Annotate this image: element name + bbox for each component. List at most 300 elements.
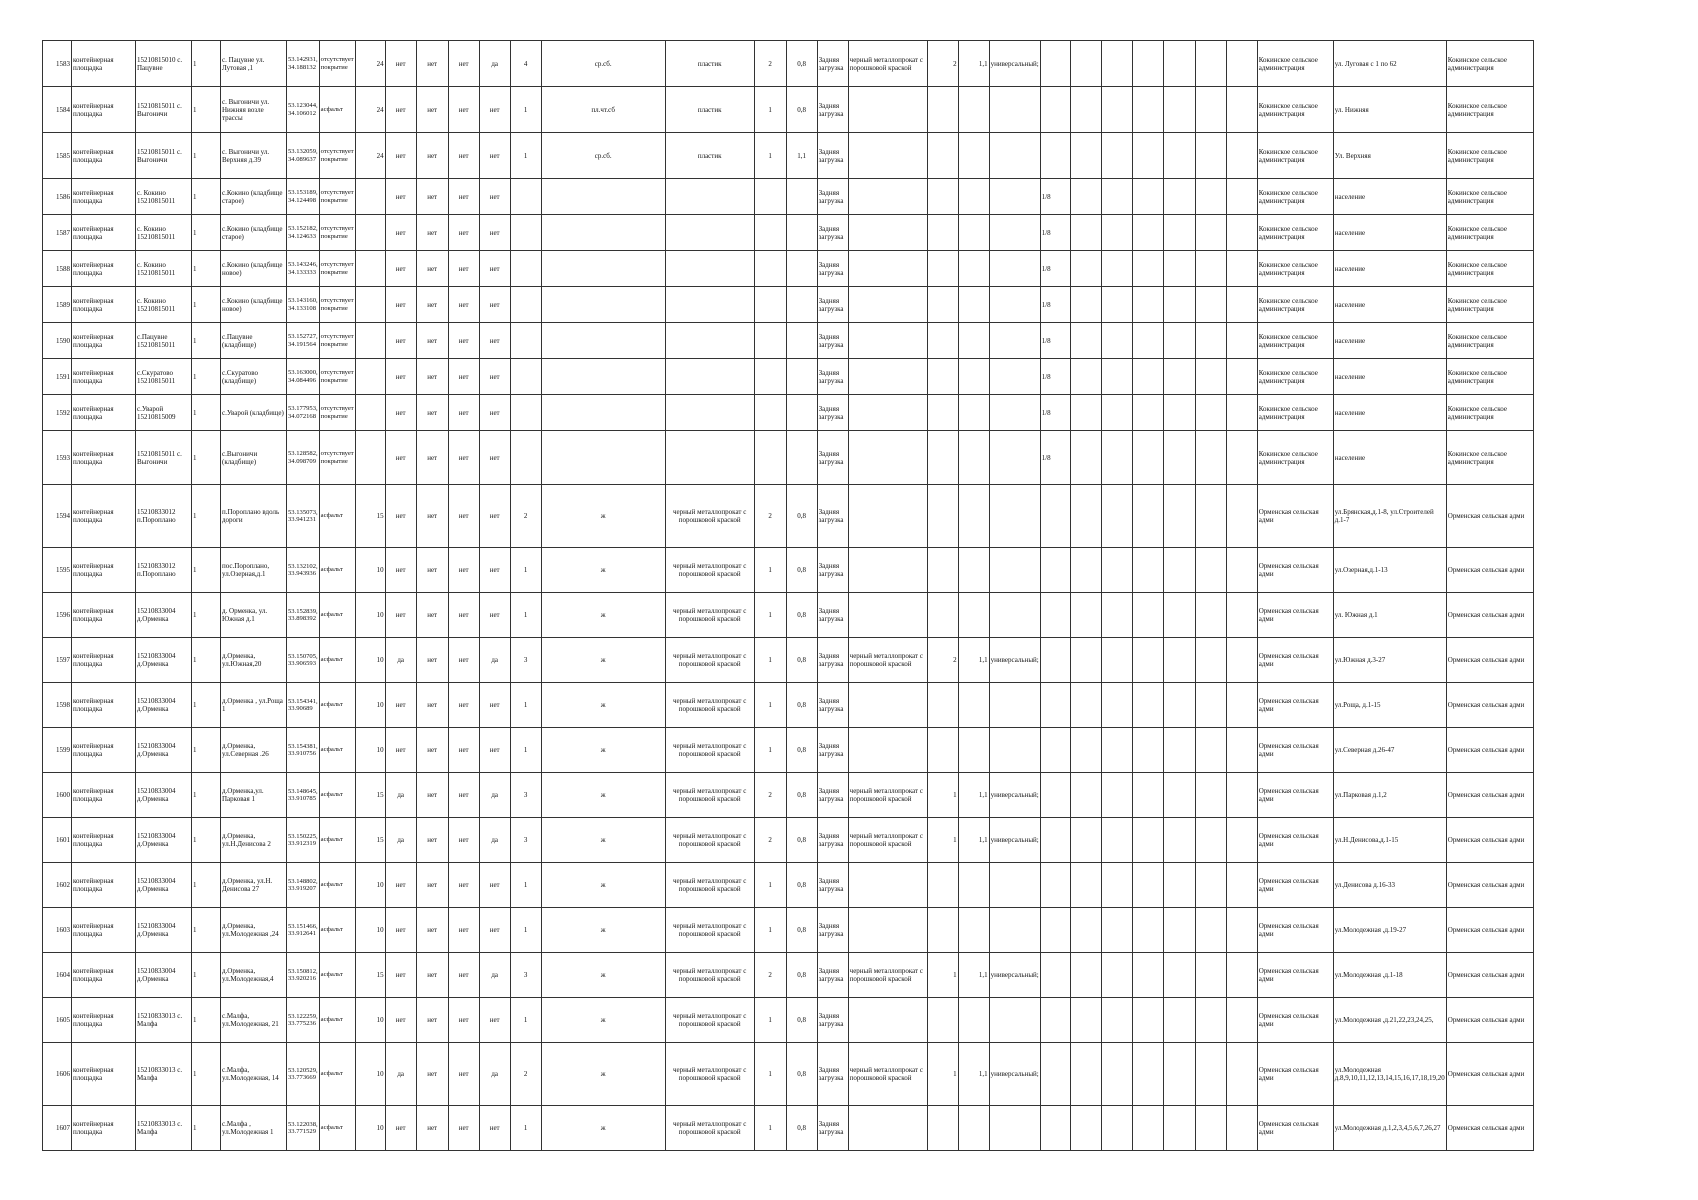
cell-empty: [1070, 953, 1101, 998]
cell-f1: нет: [385, 485, 416, 548]
cell-f2: нет: [416, 638, 448, 683]
cell-type: контейнерная площадка: [72, 908, 136, 953]
cell-empty: [1226, 1043, 1257, 1106]
cell-f1: нет: [385, 1106, 416, 1151]
cell-empty: [1070, 133, 1101, 179]
cell-f1: нет: [385, 593, 416, 638]
cell-empty: [1163, 863, 1195, 908]
cell-bt: [989, 1106, 1040, 1151]
cell-q: 1: [192, 431, 221, 485]
cell-surf: асфальт: [319, 548, 355, 593]
cell-ig: [1040, 1106, 1070, 1151]
cell-f2: нет: [416, 215, 448, 251]
cell-f2: нет: [416, 287, 448, 323]
cell-n: 1593: [43, 431, 72, 485]
cell-n2: 1: [754, 638, 786, 683]
cell-type: контейнерная площадка: [72, 773, 136, 818]
cell-mat2: черный металлопрокат с порошковой краской: [665, 953, 754, 998]
cell-type: контейнерная площадка: [72, 683, 136, 728]
cell-cnt: [510, 431, 541, 485]
cell-empty: [1101, 287, 1132, 323]
cell-src: ул.Роща, д.1-15: [1333, 683, 1446, 728]
cell-mat1: [541, 215, 665, 251]
cell-area: [355, 215, 385, 251]
cell-n2: 1: [754, 728, 786, 773]
cell-mat1: ж: [541, 548, 665, 593]
cell-bv: [958, 1106, 989, 1151]
cell-vol: 0,8: [786, 953, 817, 998]
cell-own: Орменская сельская адми: [1446, 863, 1533, 908]
cell-type: контейнерная площадка: [72, 638, 136, 683]
cell-gps: 53.152182, 34.124633: [287, 215, 320, 251]
cell-adm: Орменская сельская адми: [1257, 908, 1333, 953]
cell-surf: асфальт: [319, 998, 355, 1043]
cell-mat2: черный металлопрокат с порошковой краской: [665, 593, 754, 638]
cell-cnt: 3: [510, 953, 541, 998]
cell-n2: 1: [754, 548, 786, 593]
cell-empty: [1195, 179, 1226, 215]
cell-surf: отсутствует покрытие: [319, 359, 355, 395]
cell-empty: [1195, 215, 1226, 251]
cell-mat1: ж: [541, 728, 665, 773]
cell-n2: [754, 431, 786, 485]
cell-f3: нет: [448, 485, 479, 548]
cell-f4: нет: [479, 998, 510, 1043]
cell-area: 24: [355, 87, 385, 133]
cell-z: Задняя загрузка: [817, 1106, 848, 1151]
cell-empty: [1070, 998, 1101, 1043]
cell-empty: [1163, 87, 1195, 133]
cell-z: Задняя загрузка: [817, 1043, 848, 1106]
cell-empty: [1195, 287, 1226, 323]
cell-empty: [1226, 431, 1257, 485]
cell-empty: [1226, 485, 1257, 548]
cell-n: 1588: [43, 251, 72, 287]
cell-gps: 53.163000, 34.084496: [287, 359, 320, 395]
cell-empty: [1132, 683, 1163, 728]
cell-f4: нет: [479, 431, 510, 485]
cell-mat2: черный металлопрокат с порошковой краской: [665, 728, 754, 773]
cell-f1: нет: [385, 863, 416, 908]
cell-bn: 2: [927, 638, 958, 683]
cell-f3: нет: [448, 638, 479, 683]
cell-gps: 53.143160, 34.133108: [287, 287, 320, 323]
cell-bmat: [848, 548, 927, 593]
cell-ig: [1040, 638, 1070, 683]
cell-ig: [1040, 953, 1070, 998]
cell-q: 1: [192, 395, 221, 431]
cell-area: 10: [355, 998, 385, 1043]
cell-empty: [1132, 773, 1163, 818]
cell-n2: 2: [754, 773, 786, 818]
cell-empty: [1163, 431, 1195, 485]
cell-f2: нет: [416, 1106, 448, 1151]
cell-f3: нет: [448, 863, 479, 908]
cell-q: 1: [192, 863, 221, 908]
cell-empty: [1226, 818, 1257, 863]
table-row: [43, 133, 1534, 179]
cell-type: контейнерная площадка: [72, 863, 136, 908]
cell-src: население: [1333, 287, 1446, 323]
cell-mat1: ж: [541, 1106, 665, 1151]
cell-mat2: пластик: [665, 133, 754, 179]
cell-code: с. Кокино 15210815011: [136, 251, 192, 287]
cell-empty: [1226, 773, 1257, 818]
cell-src: население: [1333, 395, 1446, 431]
cell-bv: [958, 908, 989, 953]
cell-src: ул.Денисова д.16-33: [1333, 863, 1446, 908]
cell-mat2: пластик: [665, 87, 754, 133]
cell-f1: да: [385, 773, 416, 818]
table-row: [43, 683, 1534, 728]
cell-empty: [1195, 953, 1226, 998]
cell-ig: [1040, 998, 1070, 1043]
cell-n: 1605: [43, 998, 72, 1043]
cell-adm: Орменская сельская адми: [1257, 548, 1333, 593]
cell-bn: [927, 215, 958, 251]
cell-surf: отсутствует покрытие: [319, 133, 355, 179]
cell-empty: [1195, 359, 1226, 395]
cell-empty: [1195, 773, 1226, 818]
cell-empty: [1163, 773, 1195, 818]
cell-vol: 0,8: [786, 908, 817, 953]
cell-area: 15: [355, 485, 385, 548]
cell-mat1: пл.чт.сб: [541, 87, 665, 133]
cell-adm: Кокинское сельское администрация: [1257, 133, 1333, 179]
cell-empty: [1195, 908, 1226, 953]
cell-ig: [1040, 908, 1070, 953]
cell-bv: [958, 215, 989, 251]
cell-f1: нет: [385, 251, 416, 287]
cell-mat1: ж: [541, 593, 665, 638]
cell-ig: 1/8: [1040, 287, 1070, 323]
cell-vol: [786, 179, 817, 215]
cell-code: 15210833004 д.Орменка: [136, 683, 192, 728]
cell-bt: [989, 87, 1040, 133]
cell-mat1: [541, 179, 665, 215]
cell-type: контейнерная площадка: [72, 998, 136, 1043]
cell-gps: 53.152727, 34.191564: [287, 323, 320, 359]
cell-src: ул.Молодежная д.1,2,3,4,5,6,7,26,27: [1333, 1106, 1446, 1151]
cell-bn: [927, 998, 958, 1043]
cell-f4: нет: [479, 683, 510, 728]
cell-bmat: [848, 87, 927, 133]
cell-adm: Кокинское сельское администрация: [1257, 251, 1333, 287]
cell-q: 1: [192, 818, 221, 863]
cell-adm: Орменская сельская адми: [1257, 953, 1333, 998]
cell-empty: [1226, 548, 1257, 593]
cell-bt: [989, 431, 1040, 485]
cell-empty: [1070, 359, 1101, 395]
cell-n2: 1: [754, 133, 786, 179]
cell-code: 15210833013 с. Малфа: [136, 1106, 192, 1151]
cell-mat2: пластик: [665, 41, 754, 87]
cell-bmat: черный металлопрокат с порошковой краской: [848, 41, 927, 87]
cell-f1: нет: [385, 548, 416, 593]
cell-f3: нет: [448, 908, 479, 953]
cell-f4: нет: [479, 215, 510, 251]
cell-empty: [1226, 998, 1257, 1043]
cell-mat2: черный металлопрокат с порошковой краской: [665, 485, 754, 548]
cell-bn: [927, 683, 958, 728]
cell-ig: [1040, 133, 1070, 179]
cell-q: 1: [192, 1043, 221, 1106]
cell-cnt: 1: [510, 863, 541, 908]
cell-empty: [1101, 359, 1132, 395]
cell-bmat: [848, 998, 927, 1043]
cell-q: 1: [192, 323, 221, 359]
cell-surf: отсутствует покрытие: [319, 215, 355, 251]
cell-bv: [958, 133, 989, 179]
cell-bmat: [848, 485, 927, 548]
cell-area: 15: [355, 818, 385, 863]
cell-bn: [927, 593, 958, 638]
cell-empty: [1070, 818, 1101, 863]
cell-q: 1: [192, 773, 221, 818]
table-row: [43, 179, 1534, 215]
table-row: [43, 359, 1534, 395]
cell-surf: асфальт: [319, 593, 355, 638]
cell-src: ул.Северная д.26-47: [1333, 728, 1446, 773]
cell-q: 1: [192, 41, 221, 87]
cell-n2: 1: [754, 863, 786, 908]
cell-empty: [1226, 395, 1257, 431]
cell-mat1: ж: [541, 953, 665, 998]
cell-n: 1601: [43, 818, 72, 863]
cell-bn: [927, 251, 958, 287]
cell-vol: 0,8: [786, 728, 817, 773]
cell-surf: асфальт: [319, 683, 355, 728]
table-row: [43, 728, 1534, 773]
cell-empty: [1132, 1043, 1163, 1106]
cell-mat2: [665, 179, 754, 215]
cell-ig: [1040, 485, 1070, 548]
cell-type: контейнерная площадка: [72, 251, 136, 287]
cell-f2: нет: [416, 87, 448, 133]
cell-surf: асфальт: [319, 773, 355, 818]
table-row: [43, 863, 1534, 908]
cell-f3: нет: [448, 215, 479, 251]
cell-vol: [786, 395, 817, 431]
cell-area: [355, 431, 385, 485]
cell-f1: нет: [385, 87, 416, 133]
cell-f1: да: [385, 1043, 416, 1106]
cell-q: 1: [192, 485, 221, 548]
cell-bv: 1,1: [958, 41, 989, 87]
cell-area: 10: [355, 593, 385, 638]
cell-bmat: черный металлопрокат с порошковой краской: [848, 773, 927, 818]
cell-empty: [1070, 863, 1101, 908]
cell-ig: [1040, 773, 1070, 818]
cell-f3: нет: [448, 431, 479, 485]
cell-bn: [927, 863, 958, 908]
cell-bv: [958, 395, 989, 431]
cell-gps: 53.177953, 34.072168: [287, 395, 320, 431]
cell-f2: нет: [416, 359, 448, 395]
cell-f2: нет: [416, 683, 448, 728]
cell-mat1: ж: [541, 773, 665, 818]
cell-bn: 1: [927, 773, 958, 818]
cell-cnt: [510, 287, 541, 323]
cell-n: 1591: [43, 359, 72, 395]
cell-empty: [1101, 87, 1132, 133]
cell-empty: [1101, 593, 1132, 638]
cell-code: 15210833012 п.Пороплано: [136, 548, 192, 593]
cell-f3: нет: [448, 133, 479, 179]
cell-bv: [958, 431, 989, 485]
cell-empty: [1132, 863, 1163, 908]
cell-area: 10: [355, 863, 385, 908]
cell-addr: д.Орменка, ул.Северная .26: [221, 728, 287, 773]
cell-bmat: [848, 359, 927, 395]
cell-bmat: [848, 1106, 927, 1151]
cell-empty: [1070, 87, 1101, 133]
cell-empty: [1195, 87, 1226, 133]
cell-f2: нет: [416, 179, 448, 215]
cell-bn: [927, 287, 958, 323]
cell-adm: Кокинское сельское администрация: [1257, 41, 1333, 87]
cell-empty: [1163, 179, 1195, 215]
cell-empty: [1195, 998, 1226, 1043]
cell-own: Кокинское сельское администрация: [1446, 87, 1533, 133]
cell-ig: [1040, 818, 1070, 863]
cell-z: Задняя загрузка: [817, 998, 848, 1043]
cell-type: контейнерная площадка: [72, 431, 136, 485]
cell-mat1: [541, 287, 665, 323]
cell-z: Задняя загрузка: [817, 287, 848, 323]
cell-f2: нет: [416, 953, 448, 998]
cell-bmat: [848, 683, 927, 728]
cell-addr: д.Орменка, ул.Н.Денисова 2: [221, 818, 287, 863]
cell-empty: [1226, 287, 1257, 323]
cell-cnt: [510, 215, 541, 251]
cell-f2: нет: [416, 1043, 448, 1106]
cell-empty: [1101, 41, 1132, 87]
cell-adm: Кокинское сельское администрация: [1257, 431, 1333, 485]
cell-f2: нет: [416, 323, 448, 359]
cell-f4: нет: [479, 133, 510, 179]
cell-bmat: [848, 863, 927, 908]
cell-mat2: [665, 287, 754, 323]
cell-empty: [1195, 485, 1226, 548]
cell-code: 15210815010 с. Пацувне: [136, 41, 192, 87]
cell-empty: [1226, 953, 1257, 998]
cell-src: население: [1333, 251, 1446, 287]
cell-q: 1: [192, 548, 221, 593]
table-row: [43, 998, 1534, 1043]
cell-n: 1594: [43, 485, 72, 548]
cell-bt: [989, 179, 1040, 215]
cell-f1: нет: [385, 998, 416, 1043]
cell-f3: нет: [448, 359, 479, 395]
cell-f3: нет: [448, 87, 479, 133]
cell-mat1: ж: [541, 638, 665, 683]
cell-z: Задняя загрузка: [817, 593, 848, 638]
cell-bmat: [848, 323, 927, 359]
cell-empty: [1163, 548, 1195, 593]
cell-empty: [1163, 818, 1195, 863]
cell-vol: 0,8: [786, 485, 817, 548]
cell-f2: нет: [416, 998, 448, 1043]
cell-adm: Орменская сельская адми: [1257, 683, 1333, 728]
cell-surf: отсутствует покрытие: [319, 287, 355, 323]
cell-code: 15210833004 д.Орменка: [136, 593, 192, 638]
cell-src: ул.Южная д.3-27: [1333, 638, 1446, 683]
cell-empty: [1163, 638, 1195, 683]
table-row: [43, 1043, 1534, 1106]
table-row: [43, 251, 1534, 287]
cell-bn: [927, 908, 958, 953]
cell-ig: [1040, 593, 1070, 638]
cell-src: ул.Молодежная ,д.21,22,23,24,25,: [1333, 998, 1446, 1043]
cell-empty: [1132, 251, 1163, 287]
cell-n: 1589: [43, 287, 72, 323]
cell-gps: 53.120529, 33.773669: [287, 1043, 320, 1106]
cell-n2: [754, 179, 786, 215]
cell-bmat: [848, 287, 927, 323]
cell-addr: с.Малфа, ул.Молодежная, 14: [221, 1043, 287, 1106]
table-row: [43, 323, 1534, 359]
cell-gps: 53.143246, 34.133333: [287, 251, 320, 287]
cell-empty: [1070, 683, 1101, 728]
cell-src: ул. Нижняя: [1333, 87, 1446, 133]
cell-cnt: 1: [510, 728, 541, 773]
cell-mat2: черный металлопрокат с порошковой краской: [665, 683, 754, 728]
cell-empty: [1070, 1106, 1101, 1151]
cell-type: контейнерная площадка: [72, 1106, 136, 1151]
cell-f3: нет: [448, 251, 479, 287]
cell-f1: нет: [385, 179, 416, 215]
cell-n: 1596: [43, 593, 72, 638]
cell-mat1: [541, 431, 665, 485]
cell-q: 1: [192, 359, 221, 395]
cell-code: с. Кокино 15210815011: [136, 287, 192, 323]
cell-f3: нет: [448, 593, 479, 638]
cell-empty: [1132, 728, 1163, 773]
cell-vol: 0,8: [786, 818, 817, 863]
cell-vol: [786, 287, 817, 323]
cell-own: Кокинское сельское администрация: [1446, 287, 1533, 323]
table-row: [43, 593, 1534, 638]
cell-adm: Кокинское сельское администрация: [1257, 287, 1333, 323]
cell-n: 1583: [43, 41, 72, 87]
table-row: [43, 1106, 1534, 1151]
cell-vol: 0,8: [786, 998, 817, 1043]
cell-own: Орменская сельская адми: [1446, 818, 1533, 863]
cell-bmat: [848, 133, 927, 179]
cell-n2: [754, 323, 786, 359]
cell-type: контейнерная площадка: [72, 41, 136, 87]
cell-z: Задняя загрузка: [817, 638, 848, 683]
cell-f3: нет: [448, 1043, 479, 1106]
cell-f2: нет: [416, 251, 448, 287]
cell-area: [355, 287, 385, 323]
cell-bt: [989, 728, 1040, 773]
cell-empty: [1101, 1043, 1132, 1106]
cell-empty: [1070, 323, 1101, 359]
cell-f4: нет: [479, 908, 510, 953]
cell-bmat: [848, 593, 927, 638]
cell-vol: [786, 251, 817, 287]
cell-adm: Орменская сельская адми: [1257, 998, 1333, 1043]
cell-bv: [958, 359, 989, 395]
cell-q: 1: [192, 908, 221, 953]
cell-empty: [1101, 908, 1132, 953]
cell-empty: [1101, 133, 1132, 179]
cell-f1: нет: [385, 323, 416, 359]
cell-empty: [1132, 215, 1163, 251]
cell-empty: [1101, 251, 1132, 287]
